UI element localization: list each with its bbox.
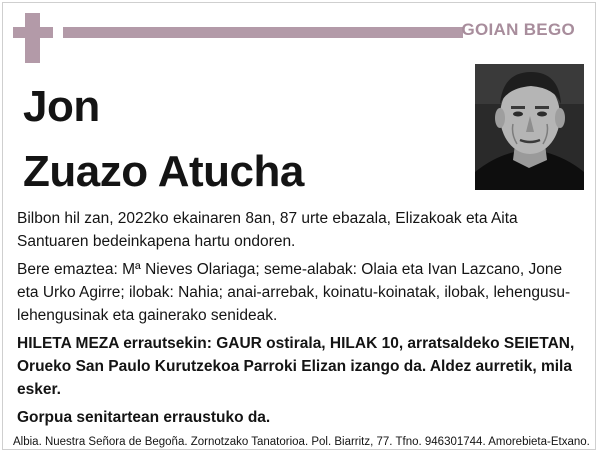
obituary-text: [17, 207, 587, 434]
header-label: GOIAN BEGO: [461, 20, 575, 39]
cross-icon-horizontal: [13, 27, 53, 38]
portrait-photo: [475, 64, 584, 190]
cremation-note: Gorpua senitartean erraustuko da.: [17, 409, 271, 426]
death-announcement: Bilbon hil zan, 2022ko ekainaren 8an, 87 urte ebazala, Elizakoak eta Aita Santuaren bedeinkapena hartu ondoren.: [17, 210, 518, 250]
header-band: [63, 27, 463, 38]
family-list: Bere emaztea: Mª Nieves Olariaga; seme-alabak: Olaia eta Ivan Lazcano, Jone eta Urko Agirre; ilobak: Nahia; anai-arrebak, koinatu-koinatak, ilobak, lehengusu-lehengusinak eta gainerako senideak.: [17, 261, 571, 324]
obituary-card: [2, 2, 596, 450]
funeral-mass-info: HILETA MEZA errautsekin: GAUR ostirala, HILAK 10, arratsaldeko SEIETAN, Orueko San Paulo Kurutzekoa Parroki Elizan izango da. Aldez aurretik, mila esker.: [17, 335, 575, 398]
deceased-surnames: Zuazo Atucha: [23, 147, 304, 196]
funeral-home-info: Albia. Nuestra Señora de Begoña. Zornotzako Tanatorioa. Pol. Biarritz, 77. Tfno. 946301744. Amorebieta-Etxano.: [13, 436, 590, 448]
deceased-first-name: Jon: [23, 82, 100, 131]
cross-icon-vertical: [25, 13, 40, 63]
